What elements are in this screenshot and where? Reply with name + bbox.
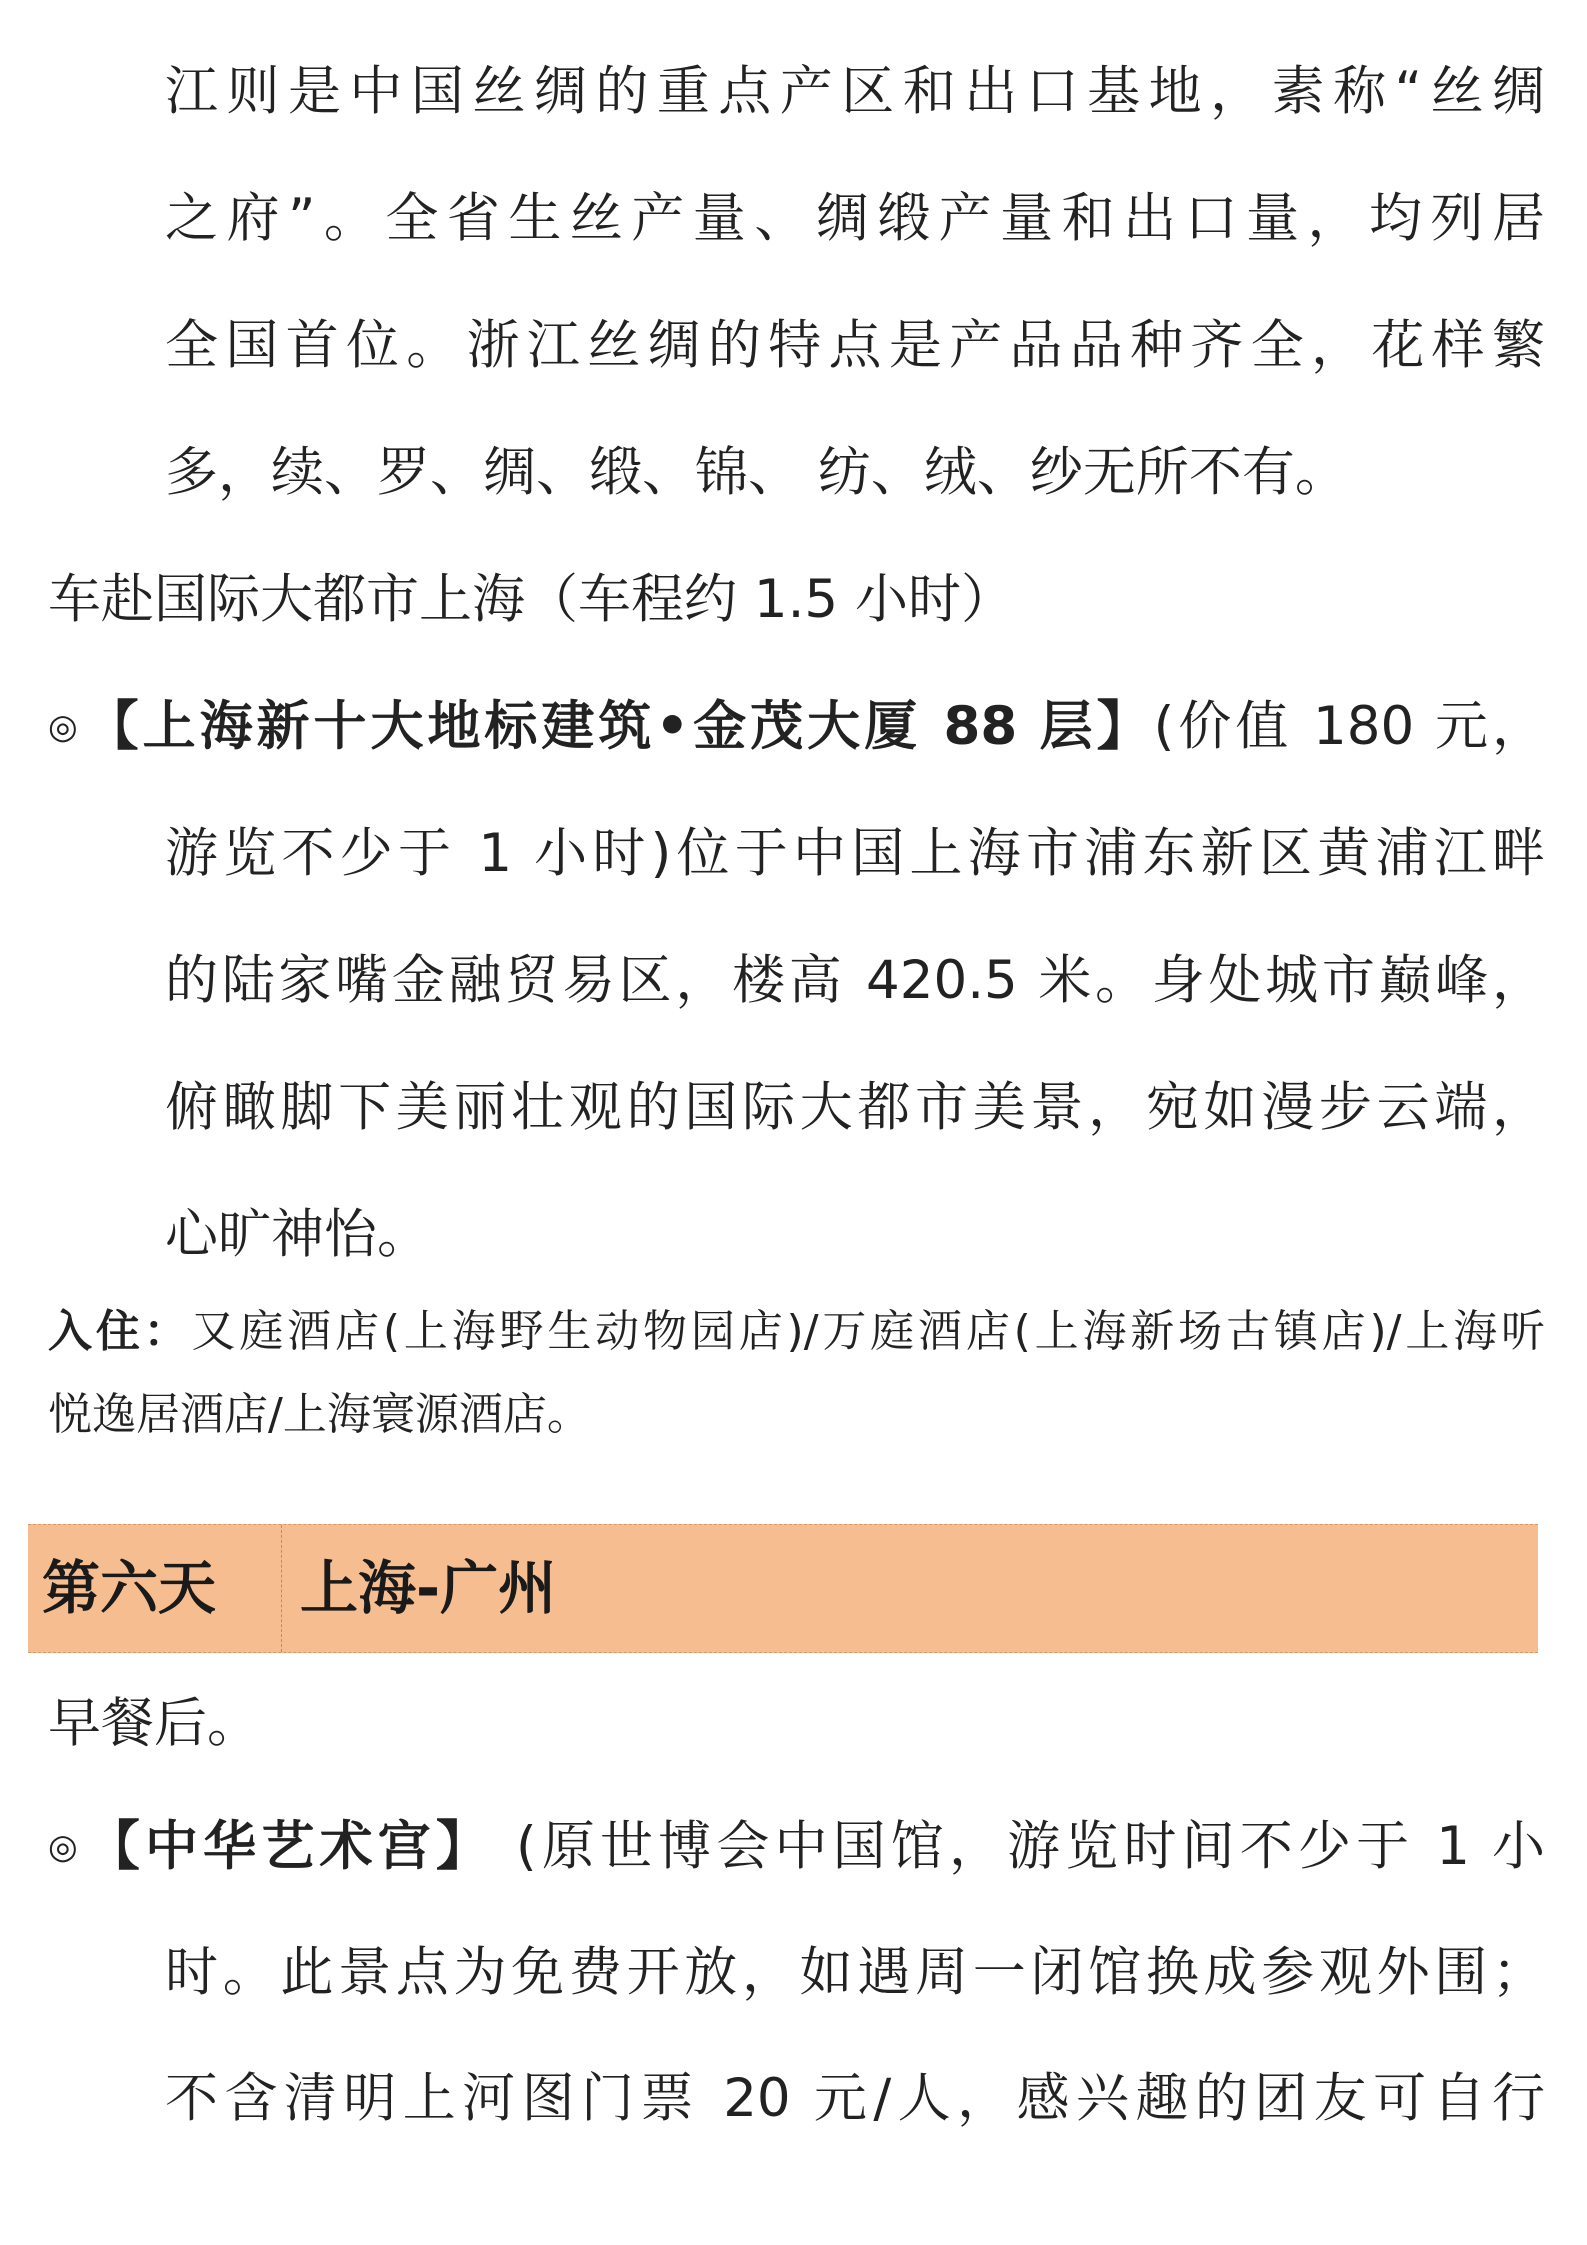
jinmao-line-4: 心旷神怡。 <box>165 1204 430 1265</box>
intro-line-1: 江则是中国丝绸的重点产区和出口基地，素称“丝绸 <box>165 61 1545 122</box>
stay-label: 入住： <box>48 1306 192 1357</box>
art-palace-title: 【中华艺术宫】 <box>86 1816 494 1877</box>
jinmao-line-3: 俯瞰脚下美丽壮观的国际大都市美景，宛如漫步云端， <box>165 1077 1545 1138</box>
art-palace-heading-line <box>48 1811 1545 1883</box>
art-palace-line-1: 时。此景点为免费开放，如遇周一闭馆换成参观外围； <box>165 1942 1545 2003</box>
breakfast-text: 早餐后。 <box>48 1693 260 1754</box>
jinmao-first-rest: (价值 180 元， <box>1153 696 1545 757</box>
bullet-icon: ◎ <box>48 1827 83 1867</box>
intro-line-3: 全国首位。浙江丝绸的特点是产品品种齐全，花样繁 <box>165 315 1545 376</box>
art-palace-line-2: 不含清明上河图门票 20 元/人，感兴趣的团友可自行 <box>165 2068 1545 2129</box>
intro-line-2: 之府”。全省生丝产量、绸缎产量和出口量，均列居 <box>165 188 1545 249</box>
stay-line-1 <box>48 1302 1545 1362</box>
day-route: 上海-广州 <box>300 1554 557 1622</box>
stay-hotels-part1: 又庭酒店(上海野生动物园店)/万庭酒店(上海新场古镇店)/上海听 <box>191 1306 1546 1357</box>
jinmao-heading-line <box>48 691 1545 763</box>
jinmao-title: 【上海新十大地标建筑•金茂大厦 88 层】 <box>85 696 1154 757</box>
jinmao-line-2: 的陆家嘴金融贸易区，楼高 420.5 米。身处城市巅峰， <box>165 950 1545 1011</box>
transfer-text: 车赴国际大都市上海（车程约 1.5 小时） <box>48 569 1014 630</box>
day-header-divider <box>281 1525 282 1652</box>
intro-line-4: 多，续、罗、绸、缎、锦、 纺、绒、纱无所不有。 <box>165 442 1348 503</box>
day-header-band <box>28 1524 1538 1653</box>
art-palace-first-rest: (原世博会中国馆，游览时间不少于 1 小 <box>493 1816 1546 1877</box>
bullet-icon: ◎ <box>48 707 82 747</box>
day-number: 第六天 <box>42 1554 217 1622</box>
jinmao-line-1: 游览不少于 1 小时)位于中国上海市浦东新区黄浦江畔 <box>165 823 1545 884</box>
stay-line-2: 悦逸居酒店/上海寰源酒店。 <box>48 1389 591 1440</box>
